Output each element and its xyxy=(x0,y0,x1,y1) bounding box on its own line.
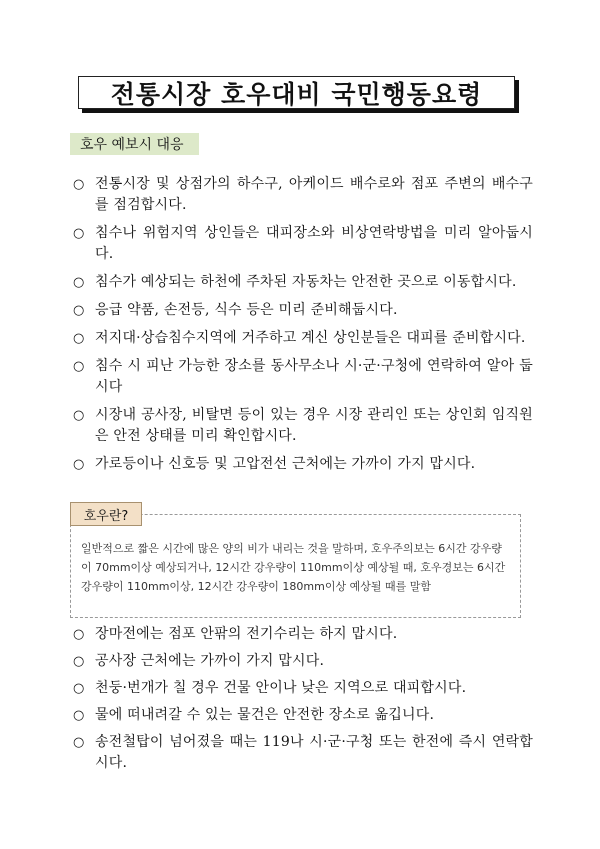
note-box xyxy=(70,514,521,618)
bullet-icon: ○ xyxy=(73,708,85,723)
list-item: ○ 물에 떠내려갈 수 있는 물건은 안전한 장소로 옮깁니다. xyxy=(73,705,533,726)
list-item: ○ 가로등이나 신호등 및 고압전선 근처에는 가까이 가지 맙시다. xyxy=(73,454,533,475)
bullet-icon: ○ xyxy=(73,735,85,750)
list-item: ○ 응급 약품, 손전등, 식수 등은 미리 준비해둡시다. xyxy=(73,300,533,321)
list-item: ○ 저지대·상습침수지역에 거주하고 계신 상인분들은 대피를 준비합시다. xyxy=(73,328,533,349)
list-item: ○ 송전철탑이 넘어졌을 때는 119나 시·군·구청 또는 한전에 즉시 연락합시다. xyxy=(73,734,533,771)
list-item: ○ 전통시장 및 상점가의 하수구, 아케이드 배수로와 점포 주변의 배수구를 점검합시다. xyxy=(73,176,533,213)
bullet-icon: ○ xyxy=(73,359,85,374)
bullet-icon: ○ xyxy=(73,226,85,241)
bullet-icon: ○ xyxy=(73,681,85,696)
list-item: ○ 공사장 근처에는 가까이 가지 맙시다. xyxy=(73,651,533,672)
title-box xyxy=(78,76,515,109)
list-item: ○ 시장내 공사장, 비탈면 등이 있는 경우 시장 관리인 또는 상인회 임직원은 안전 상태를 미리 확인합시다. xyxy=(73,407,533,444)
bullet-icon: ○ xyxy=(73,177,85,192)
bullet-icon: ○ xyxy=(73,331,85,346)
note-text: 일반적으로 짧은 시간에 많은 양의 비가 내리는 것을 말하며, 호우주의보는 6시간 강우량이 70mm이상 예상되거나, 12시간 강우량이 110mm이상 예상될 때, 호우경보는 6시간 강우량이 110mm이상, 12시간 강우량이 180mm이상 예상될 때를 말함 xyxy=(81,542,506,593)
page-title: 전통시장 호우대비 국민행동요령 xyxy=(110,79,483,109)
section-heading: 호우 예보시 대응 xyxy=(70,133,199,155)
bullet-icon: ○ xyxy=(73,408,85,423)
list-item: ○ 침수가 예상되는 하천에 주차된 자동차는 안전한 곳으로 이동합시다. xyxy=(73,272,533,293)
list-item: ○ 침수나 위험지역 상인들은 대피장소와 비상연락방법을 미리 알아둡시다. xyxy=(73,225,533,262)
list-item: ○ 침수 시 피난 가능한 장소를 동사무소나 시·군·구청에 연락하여 알아 둡시다 xyxy=(73,358,533,395)
bullet-icon: ○ xyxy=(73,627,85,642)
action-list-before xyxy=(73,174,533,475)
bullet-icon: ○ xyxy=(73,654,85,669)
bullet-icon: ○ xyxy=(73,275,85,290)
list-item: ○ 천둥·번개가 칠 경우 건물 안이나 낮은 지역으로 대피합시다. xyxy=(73,678,533,699)
list-item: ○ 장마전에는 점포 안팎의 전기수리는 하지 맙시다. xyxy=(73,624,533,645)
action-list-after xyxy=(73,624,533,774)
bullet-icon: ○ xyxy=(73,457,85,472)
bullet-icon: ○ xyxy=(73,303,85,318)
note-label: 호우란? xyxy=(70,502,142,526)
